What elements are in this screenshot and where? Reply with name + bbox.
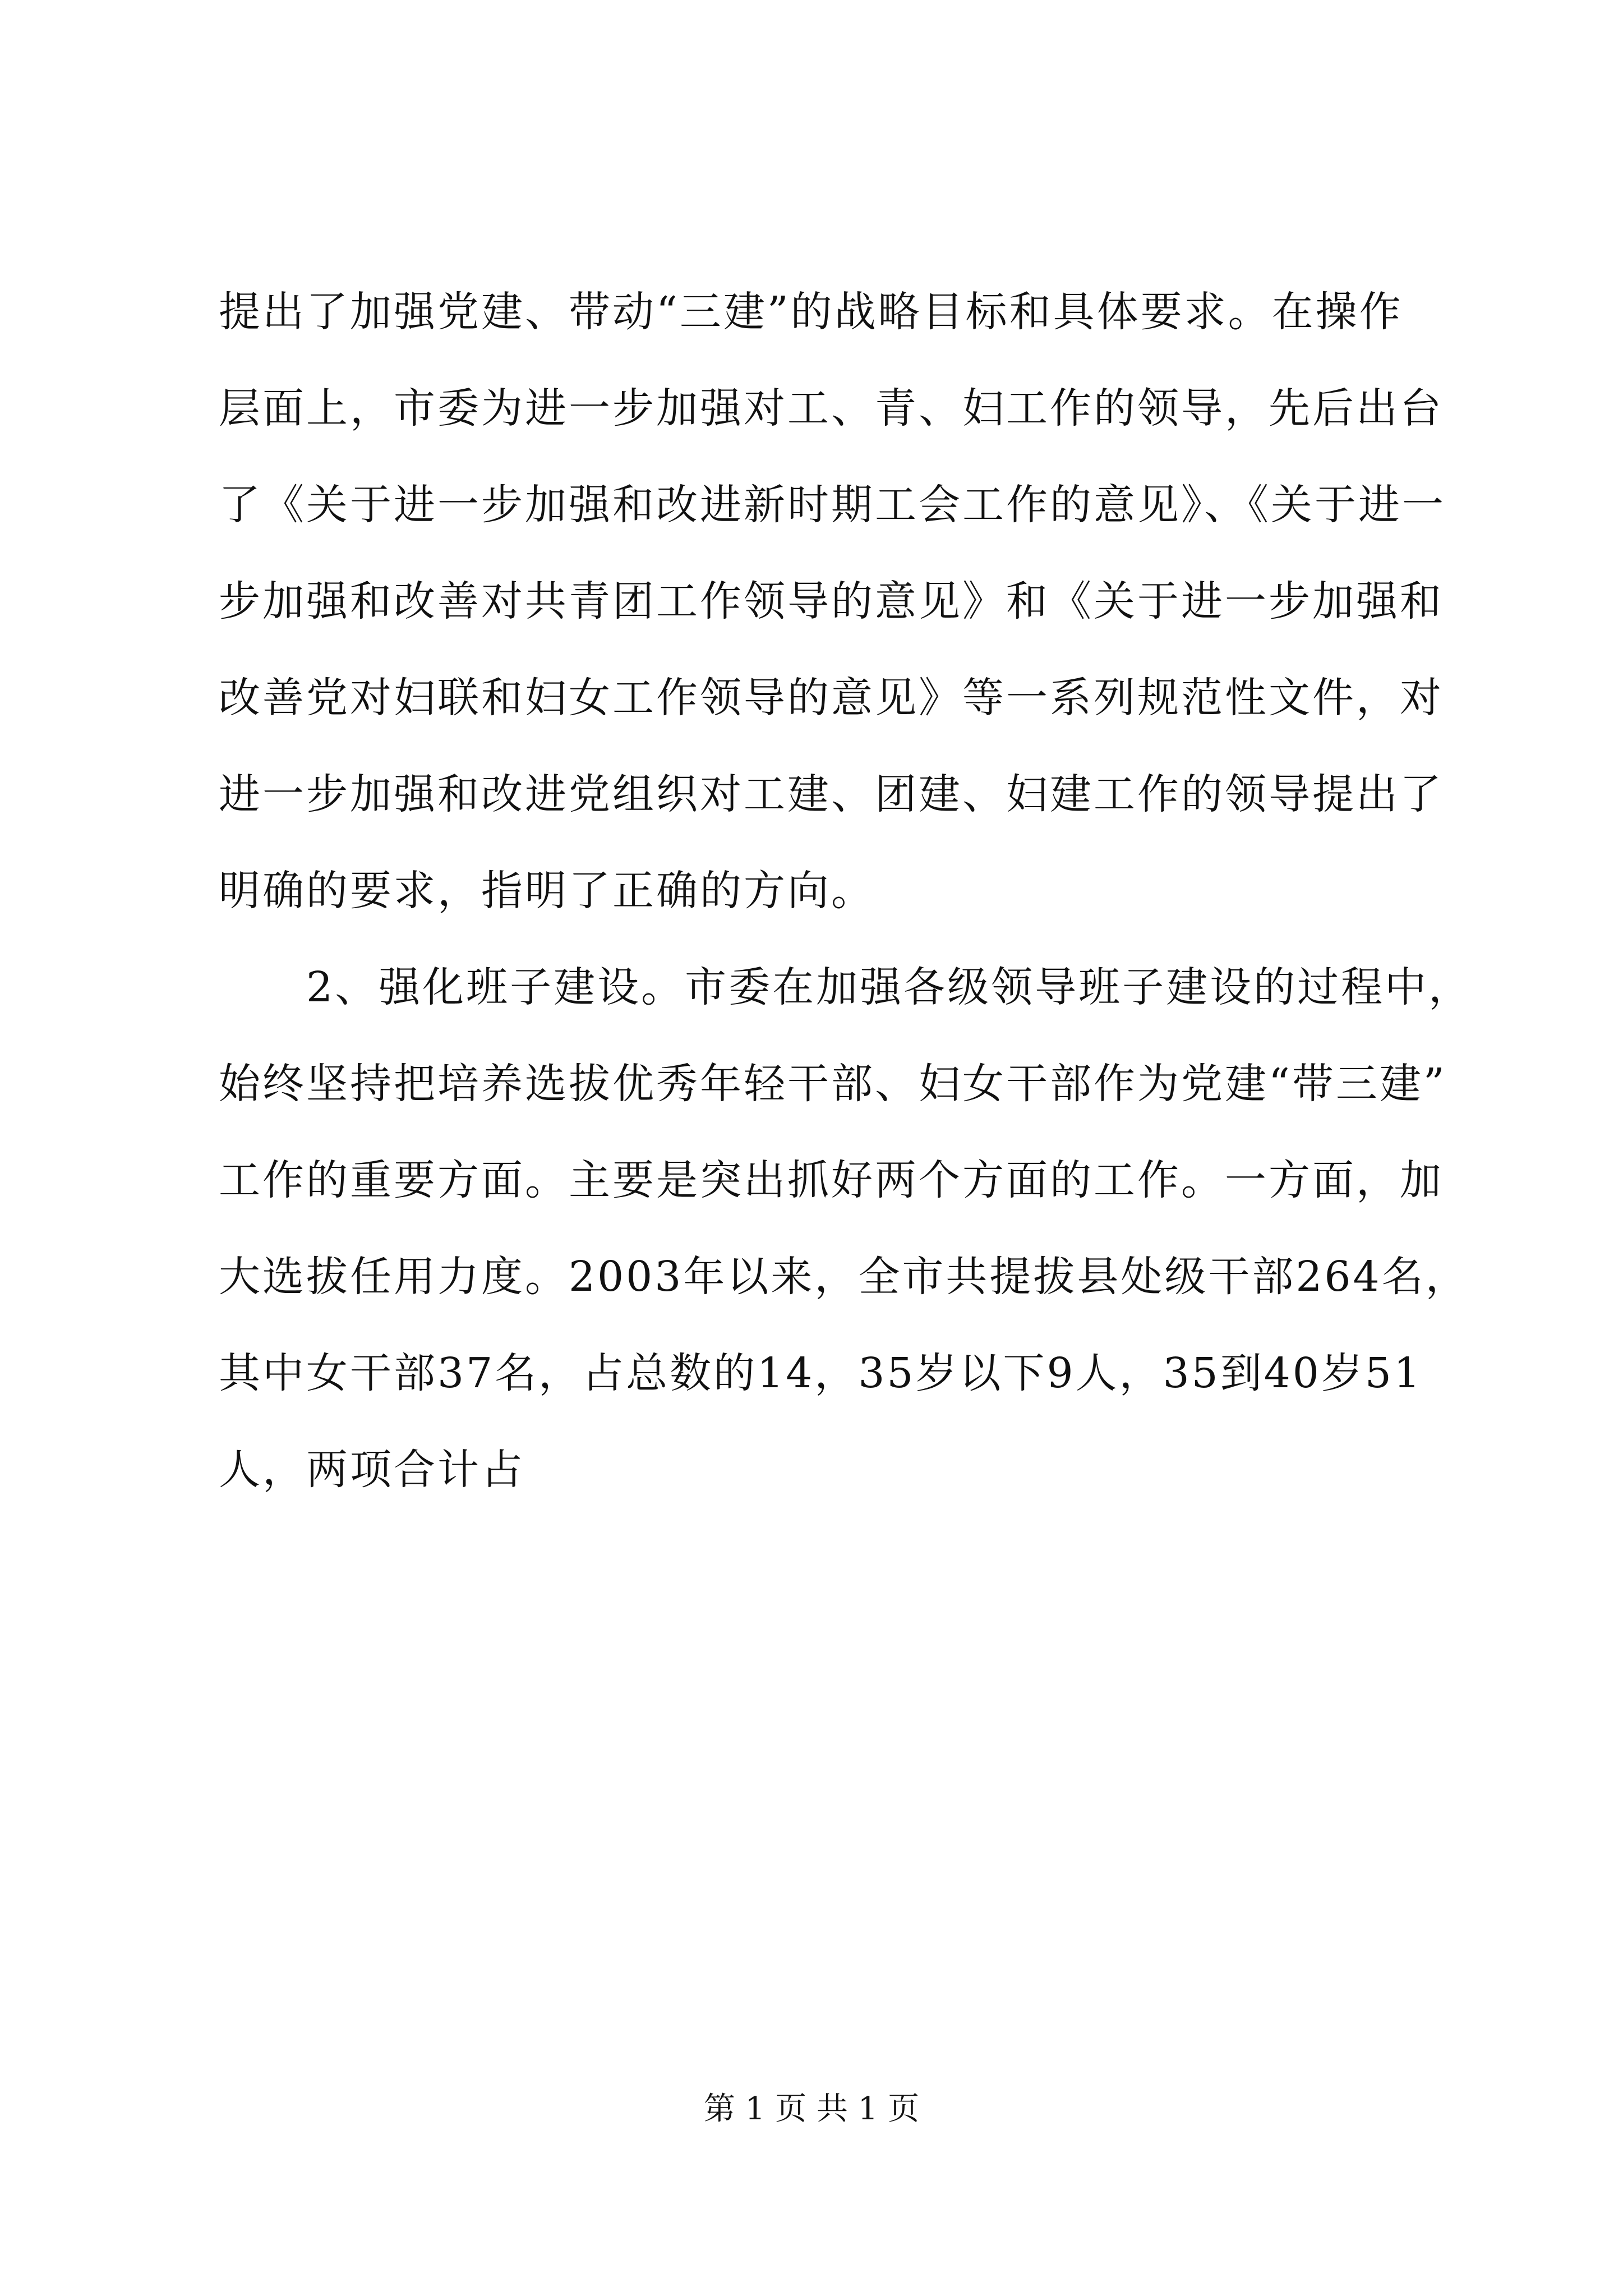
body-text [219, 264, 1473, 1518]
text-line: 提出了加强党建、带动“三建”的战略目标和具体要求。在操作 [219, 288, 1403, 336]
text-line: 层面上，市委为进一步加强对工、青、妇工作的领导，先后出台 [219, 384, 1444, 432]
text-line: 明确的要求，指明了正确的方向。 [219, 867, 875, 915]
text-line: 改善党对妇联和妇女工作领导的意见》等一系列规范性文件，对 [219, 674, 1444, 722]
text-line: 人，两项合计占 [219, 1446, 525, 1494]
text-line: 始终坚持把培养选拔优秀年轻干部、妇女干部作为党建“带三建” [219, 1060, 1447, 1108]
text-line: 其中女干部37名，占总数的14，35岁以下9人，35到40岁51 [219, 1349, 1423, 1397]
text-line: 了《关于进一步加强和改进新时期工会工作的意见》、《关于进一 [219, 481, 1446, 529]
text-line: 进一步加强和改进党组织对工建、团建、妇建工作的领导提出了 [219, 770, 1444, 818]
text-line: 工作的重要方面。主要是突出抓好两个方面的工作。一方面，加 [219, 1156, 1444, 1204]
text-line: 大选拔任用力度。2003年以来，全市共提拔县处级干部264名， [219, 1253, 1469, 1301]
page-footer: 第 1 页 共 1 页 [703, 2091, 920, 2127]
text-line: 2、强化班子建设。市委在加强各级领导班子建设的过程中， [219, 963, 1473, 1011]
text-line: 步加强和改善对共青团工作领导的意见》和《关于进一步加强和 [219, 577, 1444, 625]
